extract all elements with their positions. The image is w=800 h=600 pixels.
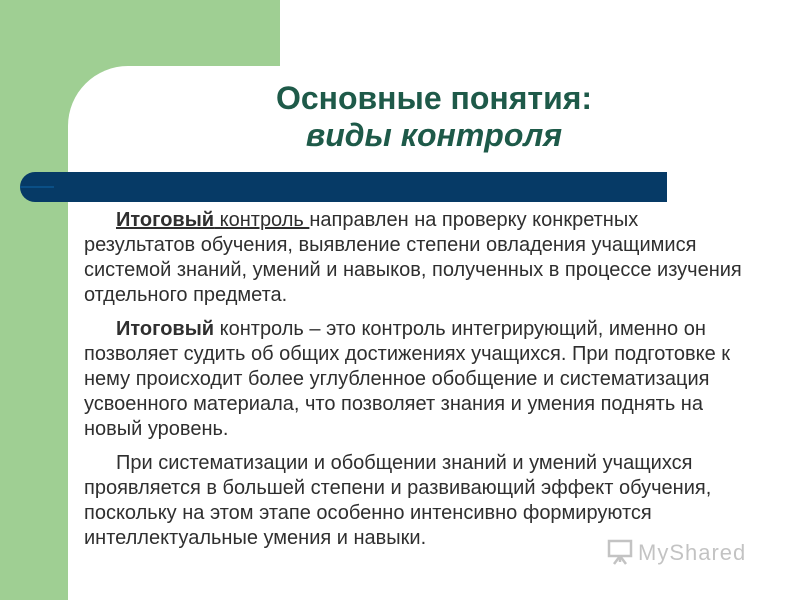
paragraph-1-lead bbox=[116, 209, 309, 231]
paragraph-2-text: контроль – это контроль интегрирующий, именно он позволяет судить об общих достижениях учащихся. При подготовке к нему происходит более углубленное обобщение и систематизация усвоенного материала, что позволяет знания и умения поднять на новый уровень. bbox=[84, 318, 731, 440]
paragraph-1 bbox=[84, 208, 754, 308]
paragraph-1-text: направлен на проверку конкретных результатов обучения, выявление степени овладения учащимися системой знаний, умений и навыков, полученных в процессе изучения отдельного предмета. bbox=[84, 209, 742, 306]
paragraph-2 bbox=[84, 317, 754, 442]
slide-title: Основные понятия: bbox=[275, 80, 593, 116]
accent-bar-line bbox=[20, 186, 54, 188]
paragraph-3-text: При систематизации и обобщении знаний и умений учащихся проявляется в большей степени и развивающий эффект обучения, поскольку на этом этапе особенно интенсивно формируются интеллектуальные умения и навыки. bbox=[84, 452, 712, 549]
watermark bbox=[606, 538, 766, 568]
paragraph-1-lead-bold: Итоговый bbox=[116, 209, 215, 231]
paragraph-3 bbox=[84, 451, 754, 551]
slide-body bbox=[84, 208, 754, 560]
accent-bar bbox=[20, 172, 667, 202]
watermark-text: MyShared bbox=[638, 540, 747, 565]
presentation-board-icon bbox=[606, 538, 634, 566]
paragraph-2-lead-bold: Итоговый bbox=[116, 318, 215, 340]
slide-subtitle: виды контроля bbox=[305, 117, 563, 153]
paragraph-1-lead-rest: контроль bbox=[214, 209, 310, 231]
